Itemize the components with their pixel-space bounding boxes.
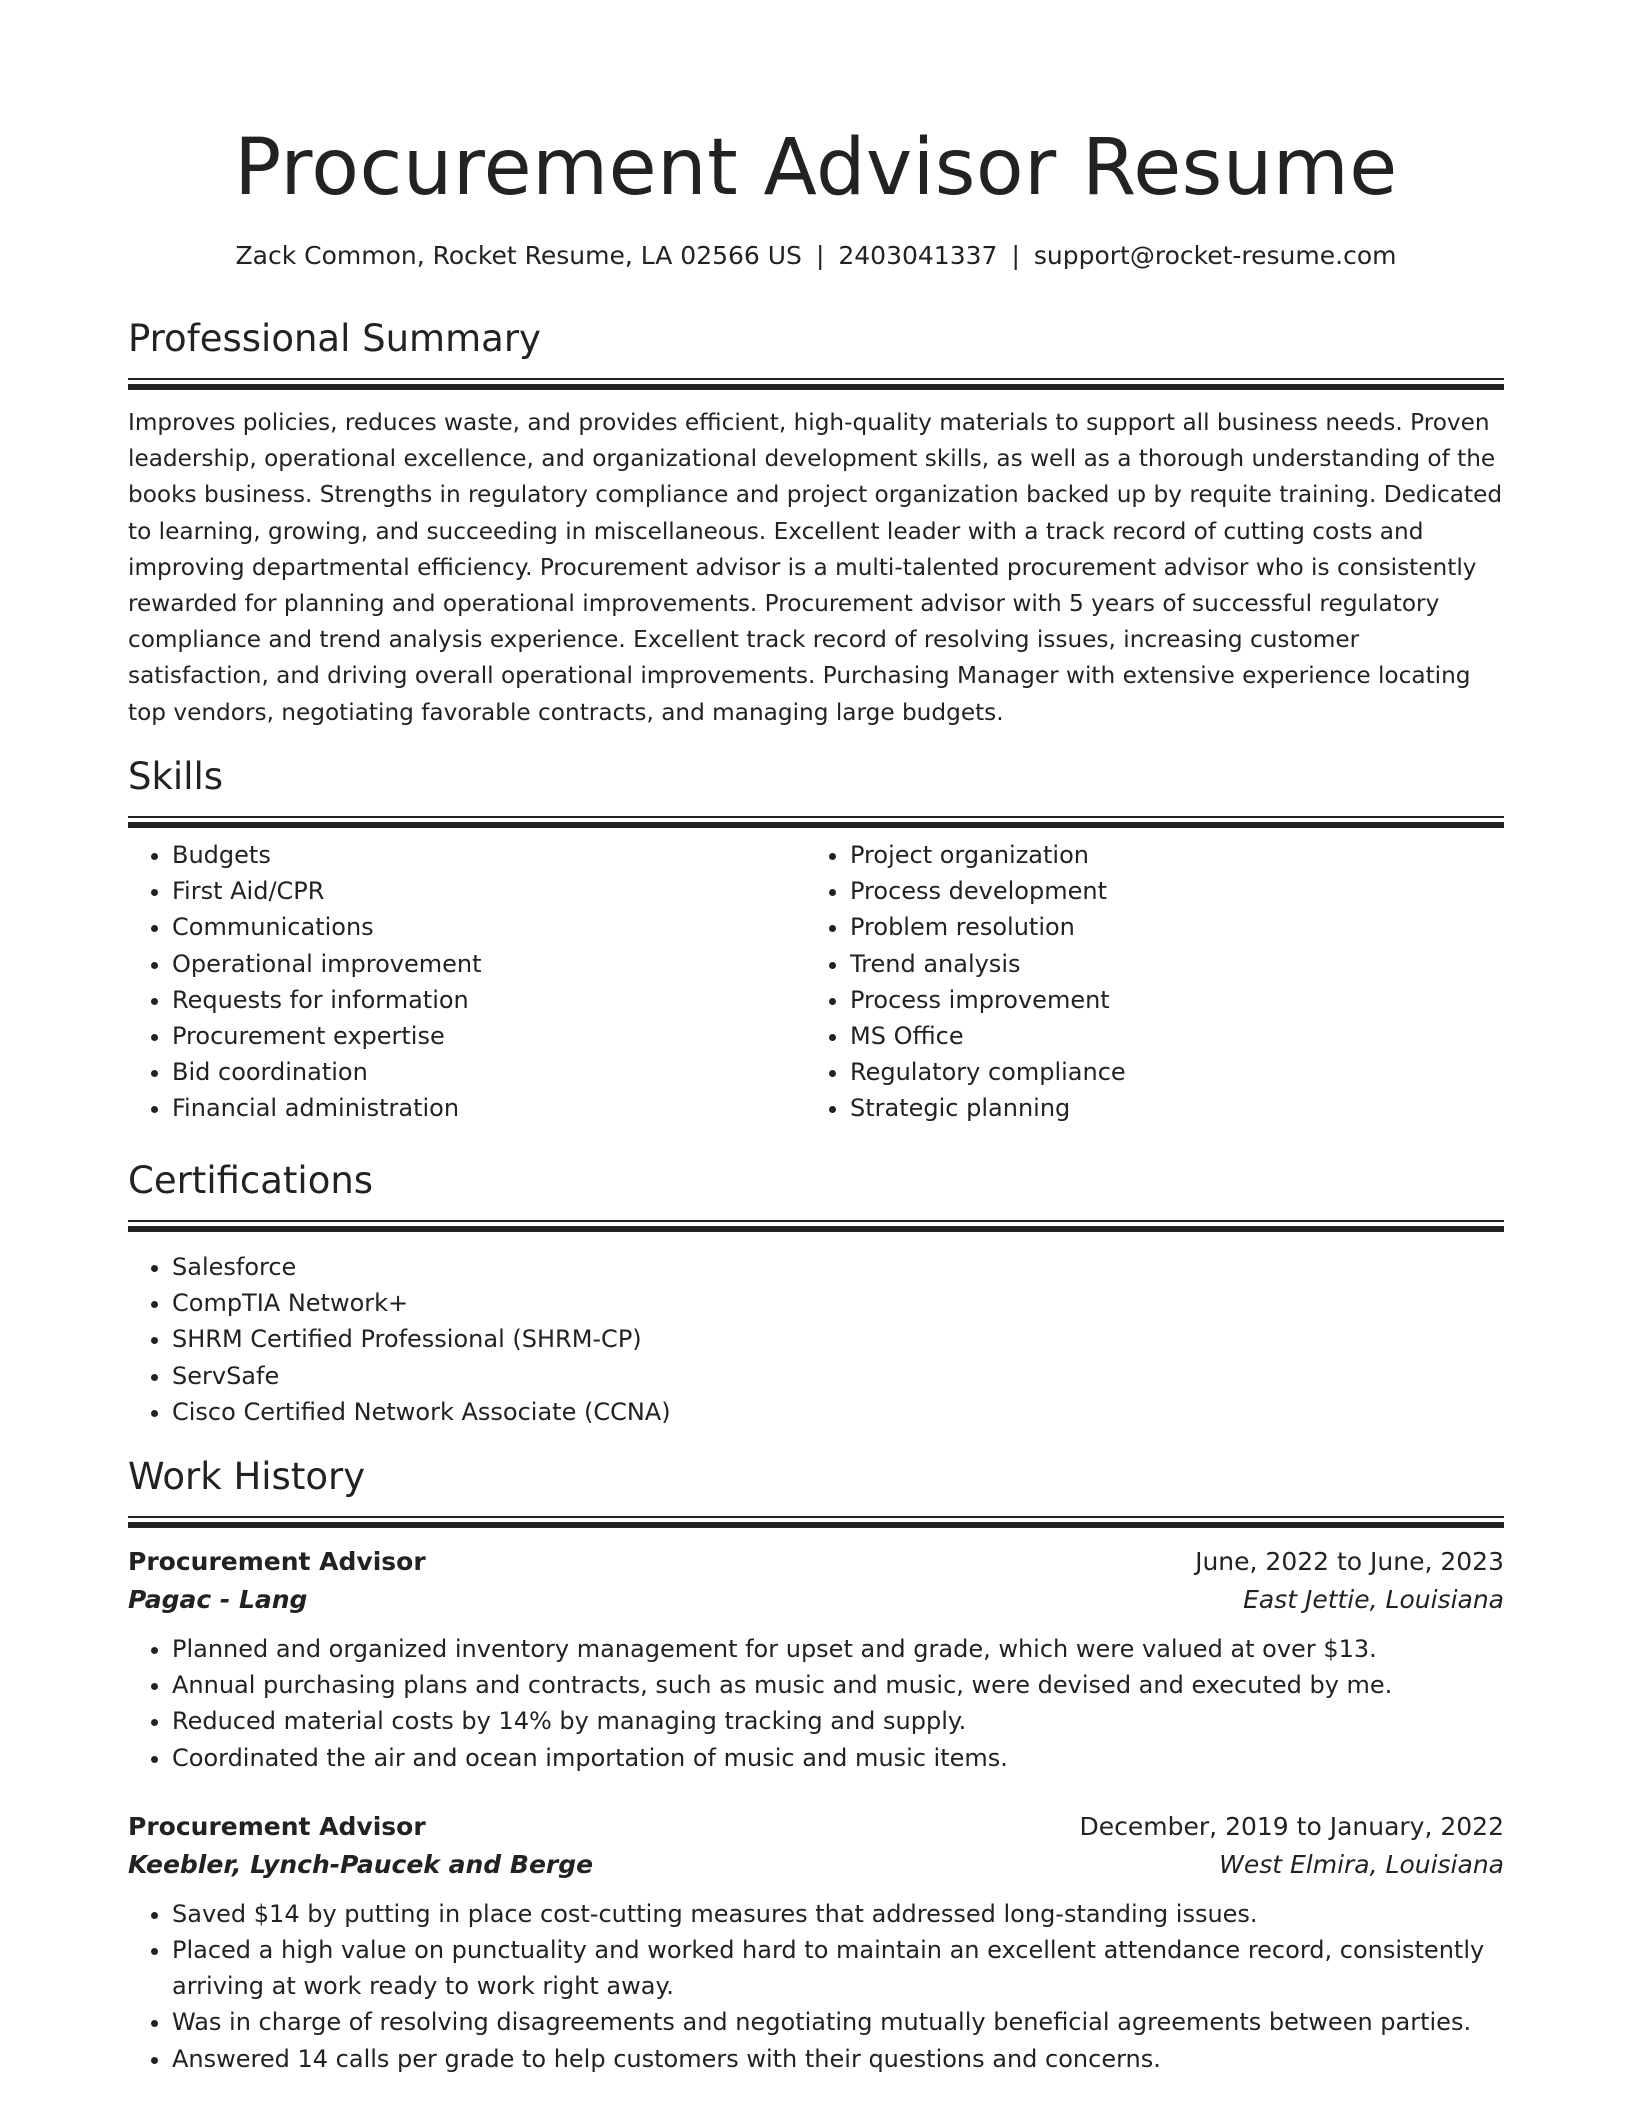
contact-separator: | <box>1011 241 1020 270</box>
certification-item: • Salesforce <box>172 1249 1504 1285</box>
work-history-heading: Work History <box>128 1455 366 1498</box>
skills-column-left <box>128 837 806 1127</box>
job-dates: December, 2019 to January, 2022 <box>1079 1811 1504 1841</box>
skill-item: • Operational improvement <box>172 946 806 982</box>
job-header-row <box>128 1808 1504 1846</box>
job-bullets <box>128 1896 1504 2077</box>
job-title: Procurement Advisor <box>128 1811 426 1841</box>
contact-phone: 2403041337 <box>838 241 998 270</box>
certification-item: • CompTIA Network+ <box>172 1285 1504 1321</box>
contact-address: Zack Common, Rocket Resume, LA 02566 US <box>235 241 802 270</box>
job-bullet: • Placed a high value on punctuality and worked hard to maintain an excellent attendance record, consistently arriving at work ready to work right away. <box>172 1932 1504 2004</box>
skill-item: • Process improvement <box>850 982 1484 1018</box>
job-header-row <box>128 1543 1504 1581</box>
job-company: Pagac - Lang <box>128 1585 308 1614</box>
skill-item: • MS Office <box>850 1018 1484 1054</box>
contact-separator: | <box>815 241 825 270</box>
contact-line <box>128 238 1504 274</box>
skill-item: • Strategic planning <box>850 1090 1484 1126</box>
job-dates: June, 2022 to June, 2023 <box>1195 1547 1504 1576</box>
summary-text: Improves policies, reduces waste, and provides efficient, high-quality materials to support all business needs. Proven leadership, operational excellence, and organizational development skills, as well as a thorough understanding of the books business. Strengths in regulatory compliance and project organization backed up by requite training. Dedicated to learning, growing, and succeeding in miscellaneous. Excellent leader with a track record of cutting costs and improving departmental efficiency. Procurement advisor is a multi-talented procurement advisor who is consistently rewarded for planning and operational improvements. Procurement advisor with 5 years of successful regulatory compliance and trend analysis experience. Excellent track record of resolving issues, increasing customer satisfaction, and driving overall operational improvements. Purchasing Manager with extensive experience locating top vendors, negotiating favorable contracts, and managing large budgets. <box>128 409 1503 726</box>
certification-item: • ServSafe <box>172 1358 1504 1394</box>
skills-list-left <box>128 837 806 1127</box>
resume-title: Procurement Advisor Resume <box>234 123 1398 213</box>
certifications-list <box>128 1249 1504 1430</box>
job-bullet: • Saved $14 by putting in place cost-cutting measures that addressed long-standing issues. <box>172 1896 1504 1932</box>
job-bullet: • Planned and organized inventory management for upset and grade, which were valued at over $13. <box>172 1631 1504 1667</box>
job-title: Procurement Advisor <box>128 1547 426 1576</box>
section-divider <box>128 816 1504 831</box>
job-entry <box>128 1543 1504 1776</box>
skill-item: • Trend analysis <box>850 946 1484 982</box>
certifications-heading: Certifications <box>128 1159 374 1202</box>
certifications-section <box>128 1156 1504 1430</box>
skill-item: • Regulatory compliance <box>850 1054 1484 1090</box>
skills-grid <box>128 837 1504 1127</box>
skill-item: • Bid coordination <box>172 1054 806 1090</box>
summary-section <box>128 314 1504 731</box>
section-divider <box>128 1516 1504 1531</box>
skill-item: • Financial administration <box>172 1090 806 1126</box>
job-subheader-row <box>128 1846 1504 1884</box>
summary-heading: Professional Summary <box>128 317 541 360</box>
skills-heading: Skills <box>128 755 224 798</box>
skill-item: • Budgets <box>172 837 806 873</box>
skills-section <box>128 752 1504 1127</box>
skills-column-right <box>806 837 1484 1127</box>
skill-item: • Project organization <box>850 837 1484 873</box>
contact-email: support@rocket-resume.com <box>1033 241 1397 270</box>
certification-item: • SHRM Certified Professional (SHRM-CP) <box>172 1321 1504 1357</box>
section-divider <box>128 1220 1504 1235</box>
job-bullet: • Answered 14 calls per grade to help customers with their questions and concerns. <box>172 2041 1504 2077</box>
certification-item: • Cisco Certified Network Associate (CCNA) <box>172 1394 1504 1430</box>
skills-list-right <box>806 837 1484 1127</box>
job-company: Keebler, Lynch-Paucek and Berge <box>128 1849 594 1879</box>
skill-item: • Requests for information <box>172 982 806 1018</box>
skill-item: • Problem resolution <box>850 909 1484 945</box>
job-bullet: • Was in charge of resolving disagreements and negotiating mutually beneficial agreements between parties. <box>172 2004 1504 2040</box>
job-bullet: • Annual purchasing plans and contracts, such as music and music, were devised and executed by me. <box>172 1667 1504 1703</box>
job-bullet: • Coordinated the air and ocean importation of music and music items. <box>172 1740 1504 1776</box>
section-divider <box>128 378 1504 393</box>
job-entry <box>128 1808 1504 2077</box>
skill-item: • First Aid/CPR <box>172 873 806 909</box>
work-history-section <box>128 1452 1504 2077</box>
skill-item: • Process development <box>850 873 1484 909</box>
job-location: East Jettie, Louisiana <box>1243 1585 1504 1614</box>
job-location: West Elmira, Louisiana <box>1219 1849 1504 1879</box>
job-bullets <box>128 1631 1504 1776</box>
job-bullet: • Reduced material costs by 14% by managing tracking and supply. <box>172 1703 1504 1739</box>
skill-item: • Procurement expertise <box>172 1018 806 1054</box>
job-subheader-row <box>128 1581 1504 1619</box>
skill-item: • Communications <box>172 909 806 945</box>
